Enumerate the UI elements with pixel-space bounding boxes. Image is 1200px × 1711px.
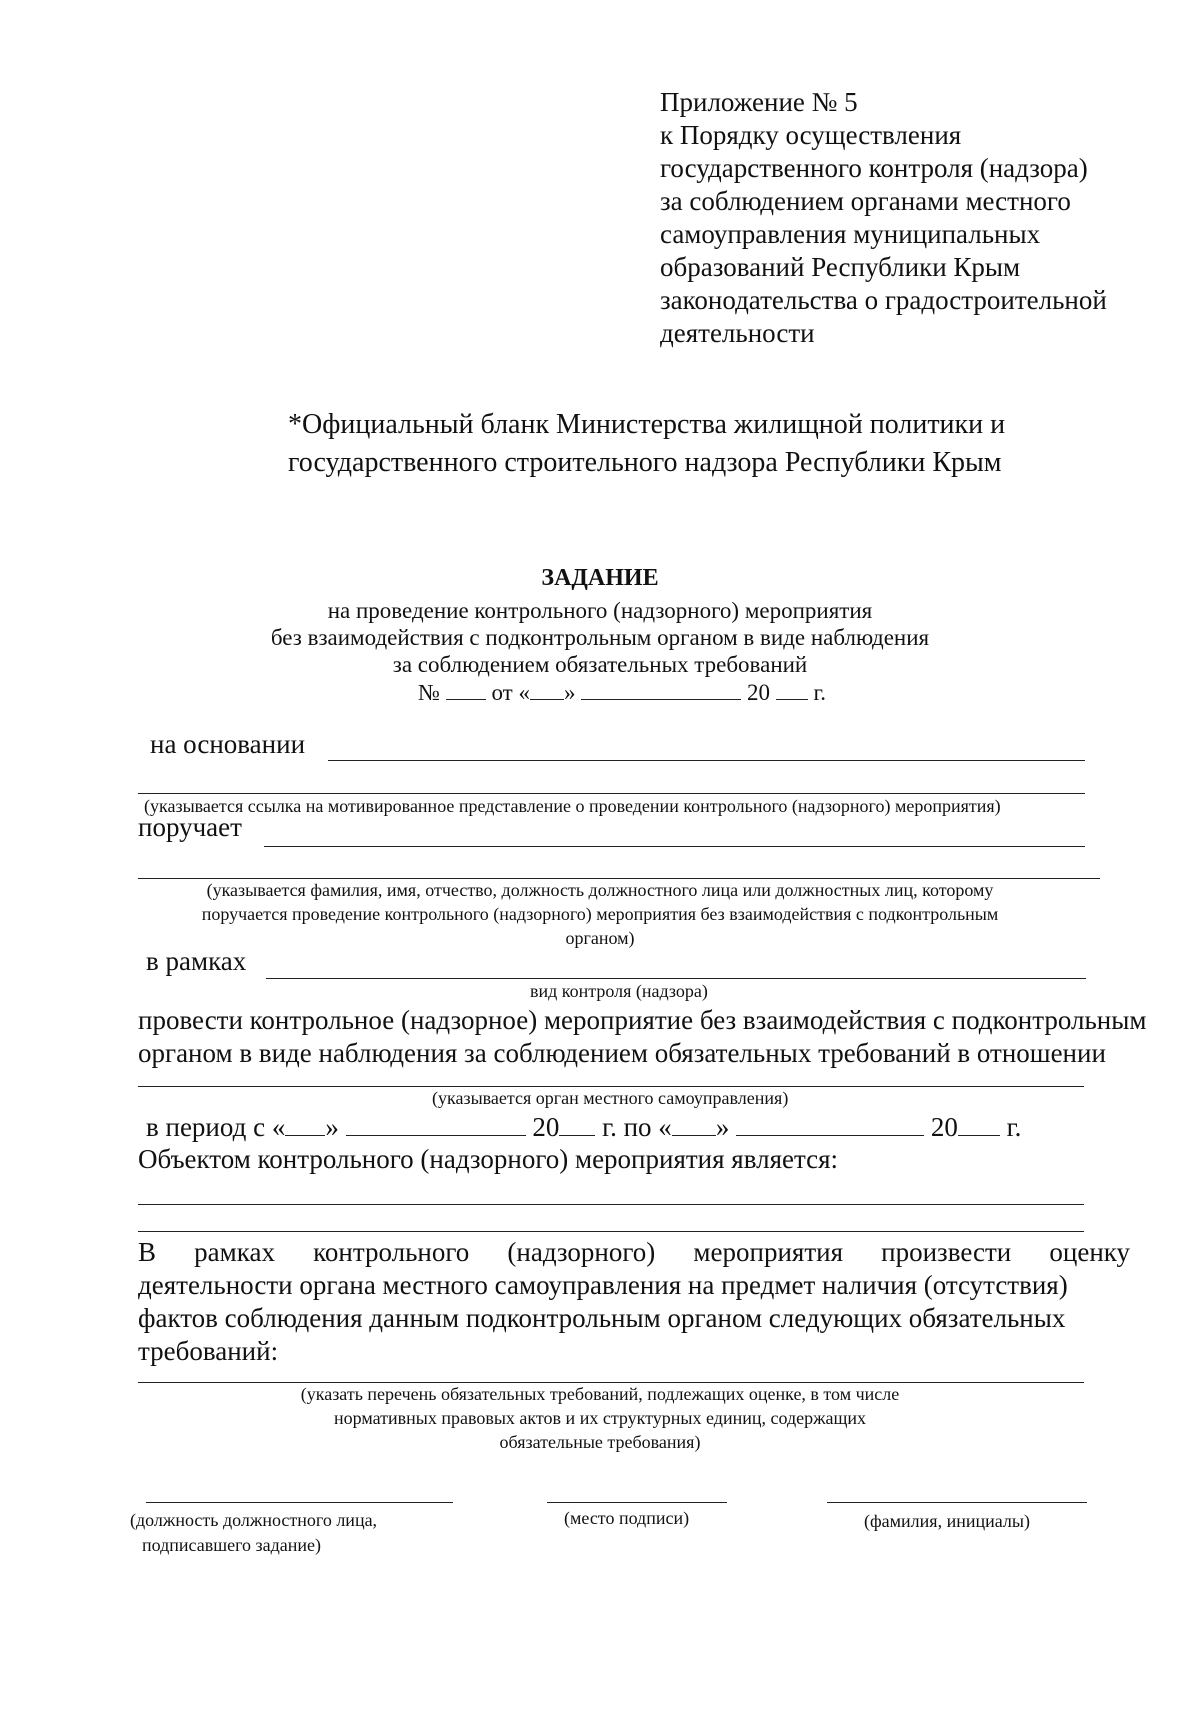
requirements-hint-1: (указать перечень обязательных требований, подлежащих оценке, в том числе <box>300 1384 900 1404</box>
from-label: от « <box>491 680 530 705</box>
object-label: Объектом контрольного (надзорного) мероприятия является: <box>138 1144 839 1174</box>
appendix-line: государственного контроля (надзора) <box>660 153 1088 183</box>
assign-hint-1: (указывается фамилия, имя, отчество, должность должностного лица или должностных лиц, которому <box>206 880 994 900</box>
appendix-line: за соблюдением органами местного <box>660 186 1071 216</box>
appendix-block <box>660 86 1107 350</box>
requirements-hint-2: нормативных правовых актов и их структурных единиц, содержащих <box>333 1408 867 1428</box>
period-year-from <box>559 1115 595 1136</box>
signature-place-line <box>547 1502 727 1503</box>
signature-name-line <box>827 1502 1087 1503</box>
blank-line-2: государственного строительного надзора Республики Крым <box>288 447 1002 478</box>
signature-position-hint <box>130 1508 377 1558</box>
period-quote-2: » <box>715 1112 730 1142</box>
period-day-from <box>285 1115 325 1136</box>
assign-hint-2: поручается проведение контрольного (надзорного) мероприятия без взаимодействия с подконтрольным <box>201 904 999 924</box>
scope-label: в рамках <box>146 946 247 976</box>
assign-label: поручает <box>138 812 242 842</box>
signature-place-hint: (место подписи) <box>564 1508 690 1528</box>
conduct-paragraph <box>138 1004 1147 1070</box>
blank-line-1: *Официальный бланк Министерства жилищной политики и <box>288 409 1006 440</box>
period-day-to <box>672 1115 716 1136</box>
appendix-line: образований Республики Крым <box>660 252 1021 282</box>
assessment-line-4: требований: <box>138 1336 279 1366</box>
heading-sub-2: без взаимодействия с подконтрольным органом в виде наблюдения <box>270 625 930 650</box>
official-blank-note <box>288 406 1005 482</box>
assessment-paragraph <box>138 1236 1130 1368</box>
assign-line-2 <box>138 878 1100 879</box>
period-g: г. <box>1006 1112 1022 1142</box>
scope-line <box>266 978 1086 979</box>
period-line <box>146 1112 1021 1143</box>
appendix-line: Приложение № 5 <box>660 87 858 117</box>
quote-close: » <box>563 680 576 705</box>
period-month-to <box>736 1115 924 1136</box>
assessment-line-3: фактов соблюдения данным подконтрольным органом следующих обязательных <box>138 1303 1066 1333</box>
body-hint: (указывается орган местного самоуправления) <box>432 1088 789 1108</box>
month-blank <box>581 679 741 700</box>
assign-hint-3: органом) <box>565 928 635 948</box>
conduct-line-1: провести контрольное (надзорное) мероприятие без взаимодействия с подконтрольным <box>138 1005 1147 1035</box>
number-date-line <box>418 679 826 706</box>
requirements-hint-3: обязательные требования) <box>499 1432 701 1452</box>
period-label: в период с « <box>146 1112 286 1142</box>
year-suffix: г. <box>813 680 827 705</box>
signature-position-hint-2: подписавшего задание) <box>142 1535 322 1555</box>
period-month-from <box>346 1115 526 1136</box>
basis-line <box>328 760 1085 761</box>
document-title: ЗАДАНИЕ <box>541 565 659 591</box>
signature-position-hint-1: (должность должностного лица, <box>130 1510 378 1530</box>
basis-label: на основании <box>150 729 306 759</box>
assessment-line-2: деятельности органа местного самоуправления на предмет наличия (отсутствия) <box>138 1270 1068 1300</box>
object-line-1 <box>138 1204 1084 1205</box>
day-blank <box>530 679 564 700</box>
requirements-line <box>138 1382 1084 1383</box>
assign-line <box>264 846 1085 847</box>
period-year-to <box>958 1115 1000 1136</box>
appendix-line: деятельности <box>660 318 815 348</box>
heading-sub-3: за соблюдением обязательных требований <box>392 652 808 677</box>
assessment-line-1: В рамках контрольного (надзорного) мероприятия произвести оценку <box>138 1237 1130 1267</box>
basis-line-2 <box>138 793 1085 794</box>
conduct-line-2: органом в виде наблюдения за соблюдением обязательных требований в отношении <box>138 1038 1106 1068</box>
number-sign: № <box>418 680 440 705</box>
period-to-label: г. по « <box>602 1112 672 1142</box>
period-20-from: 20 <box>532 1112 560 1142</box>
body-line <box>138 1086 1084 1087</box>
year-prefix: 20 <box>746 680 770 705</box>
scope-hint: вид контроля (надзора) <box>530 981 708 1001</box>
appendix-line: к Порядку осуществления <box>660 120 962 150</box>
number-blank <box>446 679 486 700</box>
appendix-line: законодательства о градостроительной <box>660 285 1107 315</box>
appendix-line: самоуправления муниципальных <box>660 219 1041 249</box>
object-line-2 <box>138 1231 1084 1232</box>
year-blank <box>776 679 808 700</box>
signature-name-hint: (фамилия, инициалы) <box>864 1511 1030 1531</box>
period-quote: » <box>325 1112 339 1142</box>
period-20-to: 20 <box>930 1112 958 1142</box>
signature-position-line <box>146 1502 453 1503</box>
heading-sub-1: на проведение контрольного (надзорного) мероприятия <box>327 598 873 623</box>
basis-hint: (указывается ссылка на мотивированное представление о проведении контрольного (надзорного) мероприятия) <box>144 796 1001 816</box>
